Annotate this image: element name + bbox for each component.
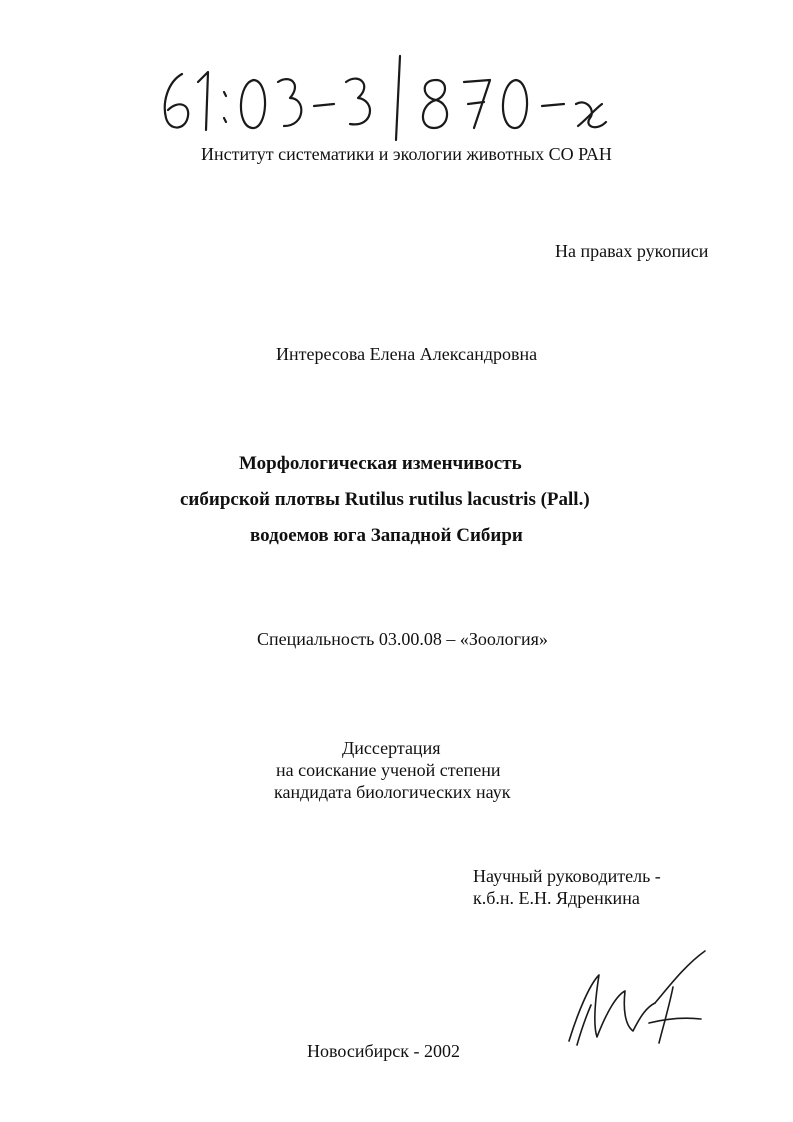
handwritten-signature-icon: [555, 945, 725, 1055]
thesis-title-line-3: водоемов юга Западной Сибири: [250, 525, 523, 546]
institute-name: Институт систематики и экологии животных СО РАН: [201, 144, 612, 164]
thesis-title-line-1: Морфологическая изменчивость: [239, 453, 522, 474]
author-name: Интересова Елена Александровна: [276, 344, 538, 364]
registry-number-text: [160, 60, 630, 130]
city-year: Новосибирск - 2002: [307, 1041, 460, 1061]
supervisor-label: Научный руководитель -: [473, 866, 661, 886]
specialty: Специальность 03.00.08 – «Зоология»: [257, 629, 548, 649]
rights-note: На правах рукописи: [555, 241, 709, 261]
degree-line-1: Диссертация: [342, 738, 441, 758]
degree-line-3: кандидата биологических наук: [274, 782, 511, 802]
supervisor-name: к.б.н. Е.Н. Ядренкина: [473, 888, 640, 908]
thesis-title-line-2: сибирской плотвы Rutilus rutilus lacustris (Pall.): [180, 489, 590, 510]
degree-line-2: на соискание ученой степени: [276, 760, 501, 780]
